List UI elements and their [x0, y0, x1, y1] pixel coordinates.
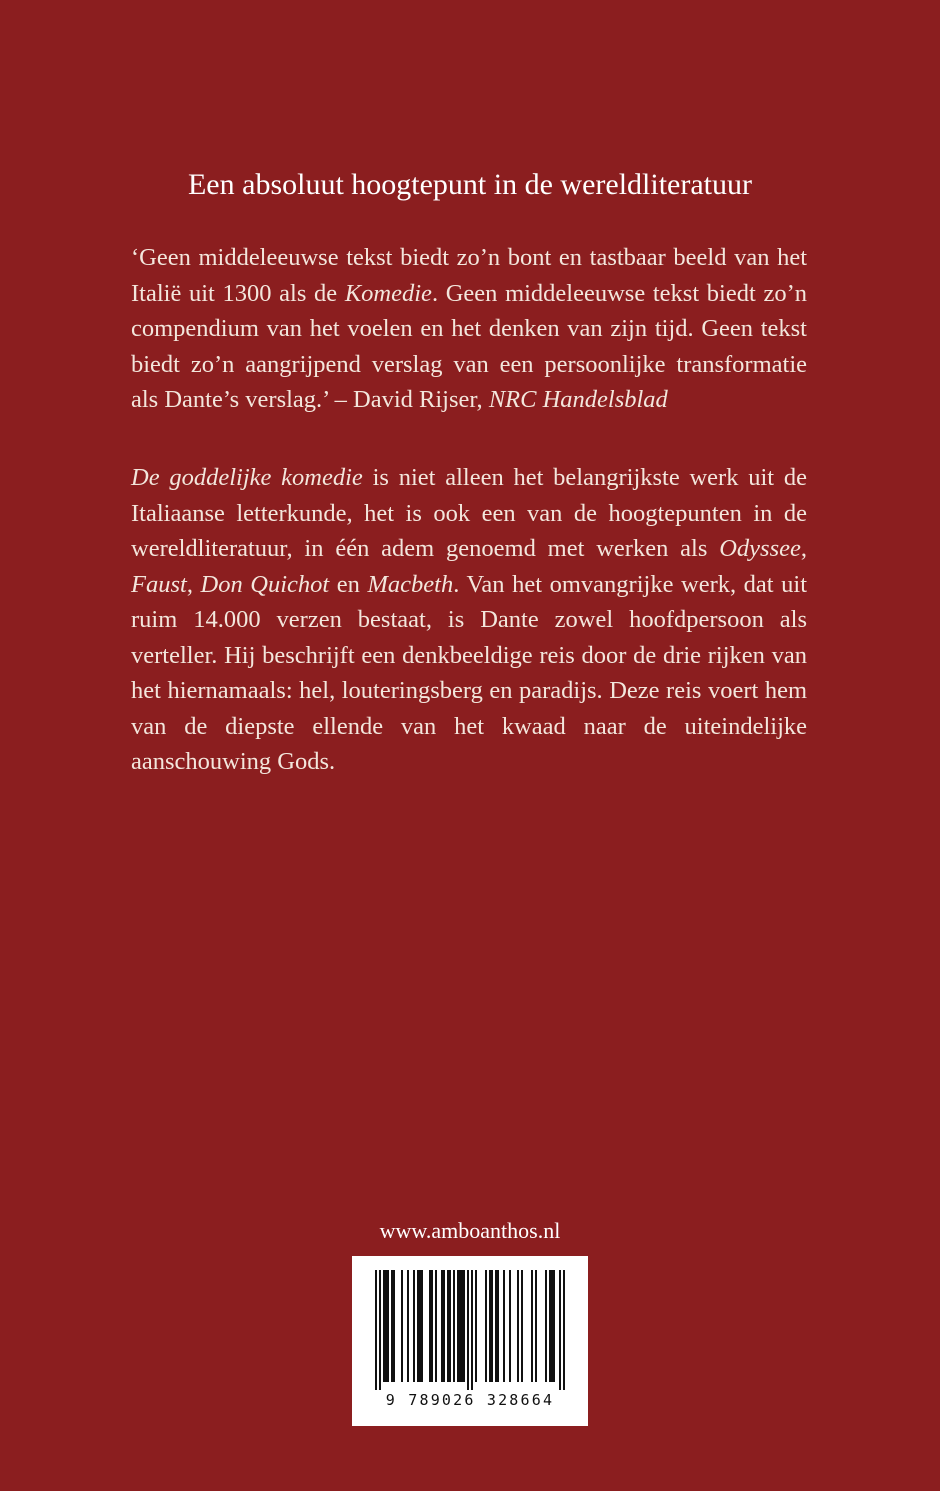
barcode-bar [503, 1270, 505, 1382]
work-don-quichot: Don Quichot [200, 570, 330, 598]
quote-source: NRC Handelsblad [488, 386, 668, 413]
barcode-bar [549, 1270, 551, 1382]
work-odyssee: Odyssee [719, 535, 801, 562]
barcode-bar [383, 1270, 385, 1382]
barcode-bar [531, 1270, 533, 1382]
barcode-bar [449, 1270, 451, 1382]
barcode-bar [535, 1270, 537, 1382]
cover-heading: Een absoluut hoogtepunt in de wereldliteratuur [187, 168, 752, 201]
barcode-bar [459, 1270, 461, 1382]
description-part-1: is niet alleen het belangrijkste werk uit de Italiaanse letterkunde, het is ook een van de hoogtepunten in de wereldliteratuur, in één adem genoemd met werken als [131, 464, 808, 562]
barcode-bar [435, 1270, 437, 1382]
work-faust: Faust [131, 570, 187, 598]
barcode-bar [375, 1270, 377, 1390]
barcode-bar [553, 1270, 555, 1382]
barcode-bar [463, 1270, 465, 1382]
barcode-bar [467, 1270, 469, 1390]
barcode-bar [385, 1270, 387, 1382]
barcode-bar [497, 1270, 499, 1382]
barcode-bar [551, 1270, 553, 1382]
barcode-bar [495, 1270, 497, 1382]
book-description [131, 460, 807, 780]
barcode-bar [447, 1270, 449, 1382]
barcode-bar [407, 1270, 409, 1382]
barcode-bar [509, 1270, 511, 1382]
barcode-bar [419, 1270, 421, 1382]
barcode-bar [391, 1270, 393, 1382]
book-title: De goddelijke komedie [131, 464, 363, 491]
barcode-bar [461, 1270, 463, 1382]
barcode-bar [441, 1270, 443, 1382]
barcode-bar [417, 1270, 419, 1382]
barcode-bar [393, 1270, 395, 1382]
publisher-website[interactable]: www.amboanthos.nl [379, 1218, 561, 1243]
barcode [352, 1256, 588, 1426]
barcode-bar [517, 1270, 519, 1382]
barcode-bar [489, 1270, 491, 1382]
barcode-bar [413, 1270, 415, 1382]
barcode-bar [563, 1270, 565, 1390]
barcode-bar [521, 1270, 523, 1382]
review-quote [131, 240, 807, 418]
description-part-2: . Van het omvangrijke werk, dat uit ruim 14.000 verzen bestaat, is Dante zowel hoofdpersoon als verteller. Hij beschrijft een denkbeeldige reis door de drie rijken van het hiernamaals: hel, louteringsberg en paradijs. Deze reis voert hem van de diepste ellende van het kwaad naar de uiteindelijke aanschouwing Gods. [131, 570, 808, 775]
quote-work-title: Komedie [344, 279, 432, 307]
barcode-bar [429, 1270, 431, 1382]
barcode-bar [379, 1270, 381, 1390]
barcode-bar [485, 1270, 487, 1382]
description-separator: , [186, 570, 201, 598]
barcode-bar [457, 1270, 459, 1382]
barcode-bar [421, 1270, 423, 1382]
barcode-bar [387, 1270, 389, 1382]
barcode-bar [453, 1270, 455, 1382]
barcode-bar [545, 1270, 547, 1382]
barcode-digits: 9 789026 328664 [385, 1391, 555, 1409]
work-macbeth: Macbeth [367, 570, 454, 598]
quote-text-part-1: ‘Geen middeleeuwse tekst biedt zo’n bont en tastbaar beeld van het Italië uit 1300 als de [131, 244, 807, 307]
barcode-bar [559, 1270, 561, 1390]
quote-text-part-2: . Geen middeleeuwse tekst biedt zo’n compendium van het voelen en het denken van zijn tijd. Geen tekst biedt zo’n aangrijpend verslag van een persoonlijke transformatie als Dante’s verslag.’ – David Rijser, [131, 279, 807, 413]
barcode-bar [471, 1270, 473, 1390]
description-separator: en [329, 570, 368, 598]
barcode-bar [431, 1270, 433, 1382]
barcode-bar [475, 1270, 477, 1382]
barcode-bar [401, 1270, 403, 1382]
barcode-bar [491, 1270, 493, 1382]
barcode-bar [443, 1270, 445, 1382]
description-separator: , [800, 535, 807, 562]
